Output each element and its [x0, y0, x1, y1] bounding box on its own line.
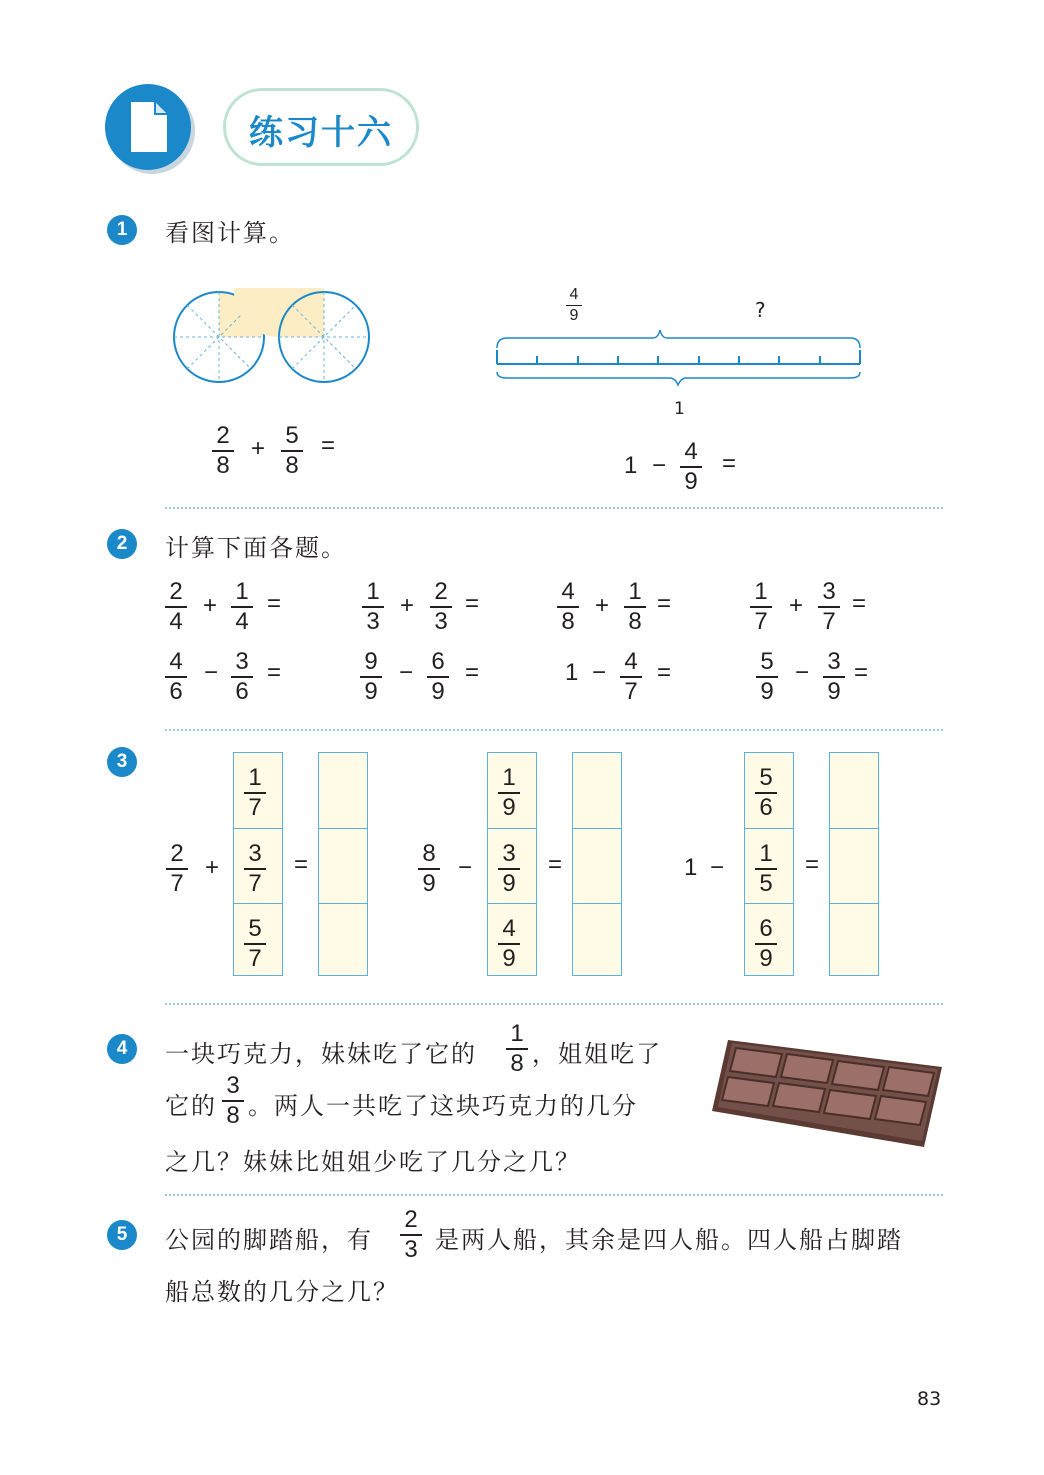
divider-1 — [165, 507, 943, 509]
q2-r1-c2-op: + — [400, 592, 415, 619]
divider-2 — [165, 729, 943, 731]
q5-line1-pre: 公园的脚踏船，有 — [165, 1226, 373, 1254]
q2-r2-c1-b: $\frac{3}{6}$ — [231, 650, 253, 704]
q3-g2-cell-3: $\frac{4}{9}$ — [498, 917, 520, 971]
q2-r2-c3-whole: 1 — [565, 659, 579, 686]
q3-g1-cell-2: $\frac{3}{7}$ — [244, 842, 266, 896]
q4-line2-pre: 它的 — [165, 1092, 217, 1120]
q3-g2-cell-2: $\frac{3}{9}$ — [498, 842, 520, 896]
question-1-badge: 1 — [107, 215, 137, 245]
diagram-total: 1 — [674, 399, 685, 419]
q2-r2-c1-a: $\frac{4}{6}$ — [165, 650, 187, 704]
q3-g2-left: $\frac{8}{9}$ — [418, 842, 440, 896]
q3-g2-cell-1: $\frac{1}{9}$ — [498, 766, 520, 820]
q2-r2-c2-eq: = — [465, 659, 480, 686]
q2-r1-c2-b: $\frac{2}{3}$ — [430, 580, 452, 634]
q1-right-frac: $\frac{4}{9}$ — [680, 440, 702, 494]
q2-r2-c3-op: − — [592, 659, 607, 686]
q3-g2-answer-column[interactable] — [572, 752, 622, 976]
q2-r1-c3-a: $\frac{4}{8}$ — [557, 580, 579, 634]
question-1-text: 看图计算。 — [165, 219, 295, 247]
q3-g1-op: + — [205, 854, 220, 881]
q5-line1-post: 是两人船，其余是四人船。四人船占脚踏 — [435, 1226, 903, 1254]
q3-g3-eq: = — [805, 851, 820, 878]
q2-r2-c2-a: $\frac{9}{9}$ — [360, 650, 382, 704]
circle-diagram — [170, 288, 375, 386]
q2-r2-c3-eq: = — [657, 659, 672, 686]
q2-r2-c4-op: − — [795, 659, 810, 686]
q3-g1-left: $\frac{2}{7}$ — [166, 842, 188, 896]
question-4-badge: 4 — [107, 1034, 137, 1064]
q2-r1-c1-b: $\frac{1}{4}$ — [231, 580, 253, 634]
divider-3 — [165, 1003, 943, 1005]
q2-r1-c1-eq: = — [267, 590, 282, 617]
diagram-question-mark: ? — [755, 298, 766, 322]
q2-r1-c2-a: $\frac{1}{3}$ — [362, 580, 384, 634]
question-5-badge: 5 — [107, 1220, 137, 1250]
header — [105, 84, 435, 174]
page-number: 83 — [917, 1388, 942, 1410]
q1-left-frac-b: $\frac{5}{8}$ — [281, 424, 303, 478]
q2-r2-c1-eq: = — [267, 659, 282, 686]
q4-line1-post: ，姐姐吃了 — [532, 1040, 662, 1068]
q2-r2-c3-b: $\frac{4}{7}$ — [620, 650, 642, 704]
diagram-top-frac: $\frac{4}{9}$ — [566, 287, 582, 324]
q2-r2-c4-b: $\frac{3}{9}$ — [823, 650, 845, 704]
q4-frac-1: $\frac{1}{8}$ — [506, 1022, 528, 1076]
question-2-text: 计算下面各题。 — [165, 534, 347, 562]
q2-r2-c1-op: − — [204, 659, 219, 686]
q2-r1-c4-op: + — [789, 592, 804, 619]
question-3-badge: 3 — [107, 747, 137, 777]
q1-left-eq: = — [321, 432, 336, 459]
page-title: 练习十六 — [249, 113, 393, 153]
q2-r2-c2-b: $\frac{6}{9}$ — [427, 650, 449, 704]
q2-r1-c3-eq: = — [657, 590, 672, 617]
document-icon — [105, 84, 191, 170]
q5-frac: $\frac{2}{3}$ — [400, 1208, 422, 1262]
q3-g3-op: − — [710, 854, 725, 881]
q2-r2-c2-op: − — [399, 659, 414, 686]
q4-line2-post: 。两人一共吃了这块巧克力的几分 — [248, 1092, 638, 1120]
q3-g3-cell-1: $\frac{5}{6}$ — [755, 766, 777, 820]
q2-r1-c4-a: $\frac{1}{7}$ — [750, 580, 772, 634]
q3-g1-eq: = — [294, 851, 309, 878]
q3-g3-cell-3: $\frac{6}{9}$ — [755, 917, 777, 971]
q2-r2-c4-eq: = — [854, 659, 869, 686]
q2-r1-c1-op: + — [203, 592, 218, 619]
q5-line2: 船总数的几分之几？ — [165, 1278, 399, 1306]
q2-r1-c1-a: $\frac{2}{4}$ — [165, 580, 187, 634]
q1-left-op: + — [251, 435, 266, 462]
q3-g2-op: − — [458, 854, 473, 881]
q3-g1-cell-3: $\frac{5}{7}$ — [244, 917, 266, 971]
q2-r1-c2-eq: = — [465, 590, 480, 617]
q2-r2-c4-a: $\frac{5}{9}$ — [756, 650, 778, 704]
q3-g3-cell-2: $\frac{1}{5}$ — [755, 842, 777, 896]
q1-right-eq: = — [722, 450, 737, 477]
q2-r1-c3-op: + — [595, 592, 610, 619]
q1-left-frac-a: $\frac{2}{8}$ — [212, 424, 234, 478]
q1-right-op: − — [652, 452, 667, 479]
q3-g1-answer-column[interactable] — [318, 752, 368, 976]
q3-g3-whole: 1 — [684, 854, 698, 881]
q4-line3: 之几？妹妹比姐姐少吃了几分之几？ — [165, 1148, 581, 1176]
title-pill — [223, 88, 419, 166]
q2-r1-c4-b: $\frac{3}{7}$ — [818, 580, 840, 634]
question-2-badge: 2 — [107, 529, 137, 559]
q2-r1-c3-b: $\frac{1}{8}$ — [624, 580, 646, 634]
q3-g3-answer-column[interactable] — [829, 752, 879, 976]
q3-g2-eq: = — [548, 851, 563, 878]
q3-g1-cell-1: $\frac{1}{7}$ — [244, 766, 266, 820]
q4-line1-pre: 一块巧克力，妹妹吃了它的 — [165, 1040, 477, 1068]
segment-diagram — [495, 328, 865, 388]
divider-4 — [165, 1194, 943, 1196]
chocolate-bar-image — [710, 1035, 945, 1150]
q2-r1-c4-eq: = — [852, 590, 867, 617]
q1-right-whole: 1 — [624, 452, 638, 479]
q4-frac-2: $\frac{3}{8}$ — [222, 1074, 244, 1128]
